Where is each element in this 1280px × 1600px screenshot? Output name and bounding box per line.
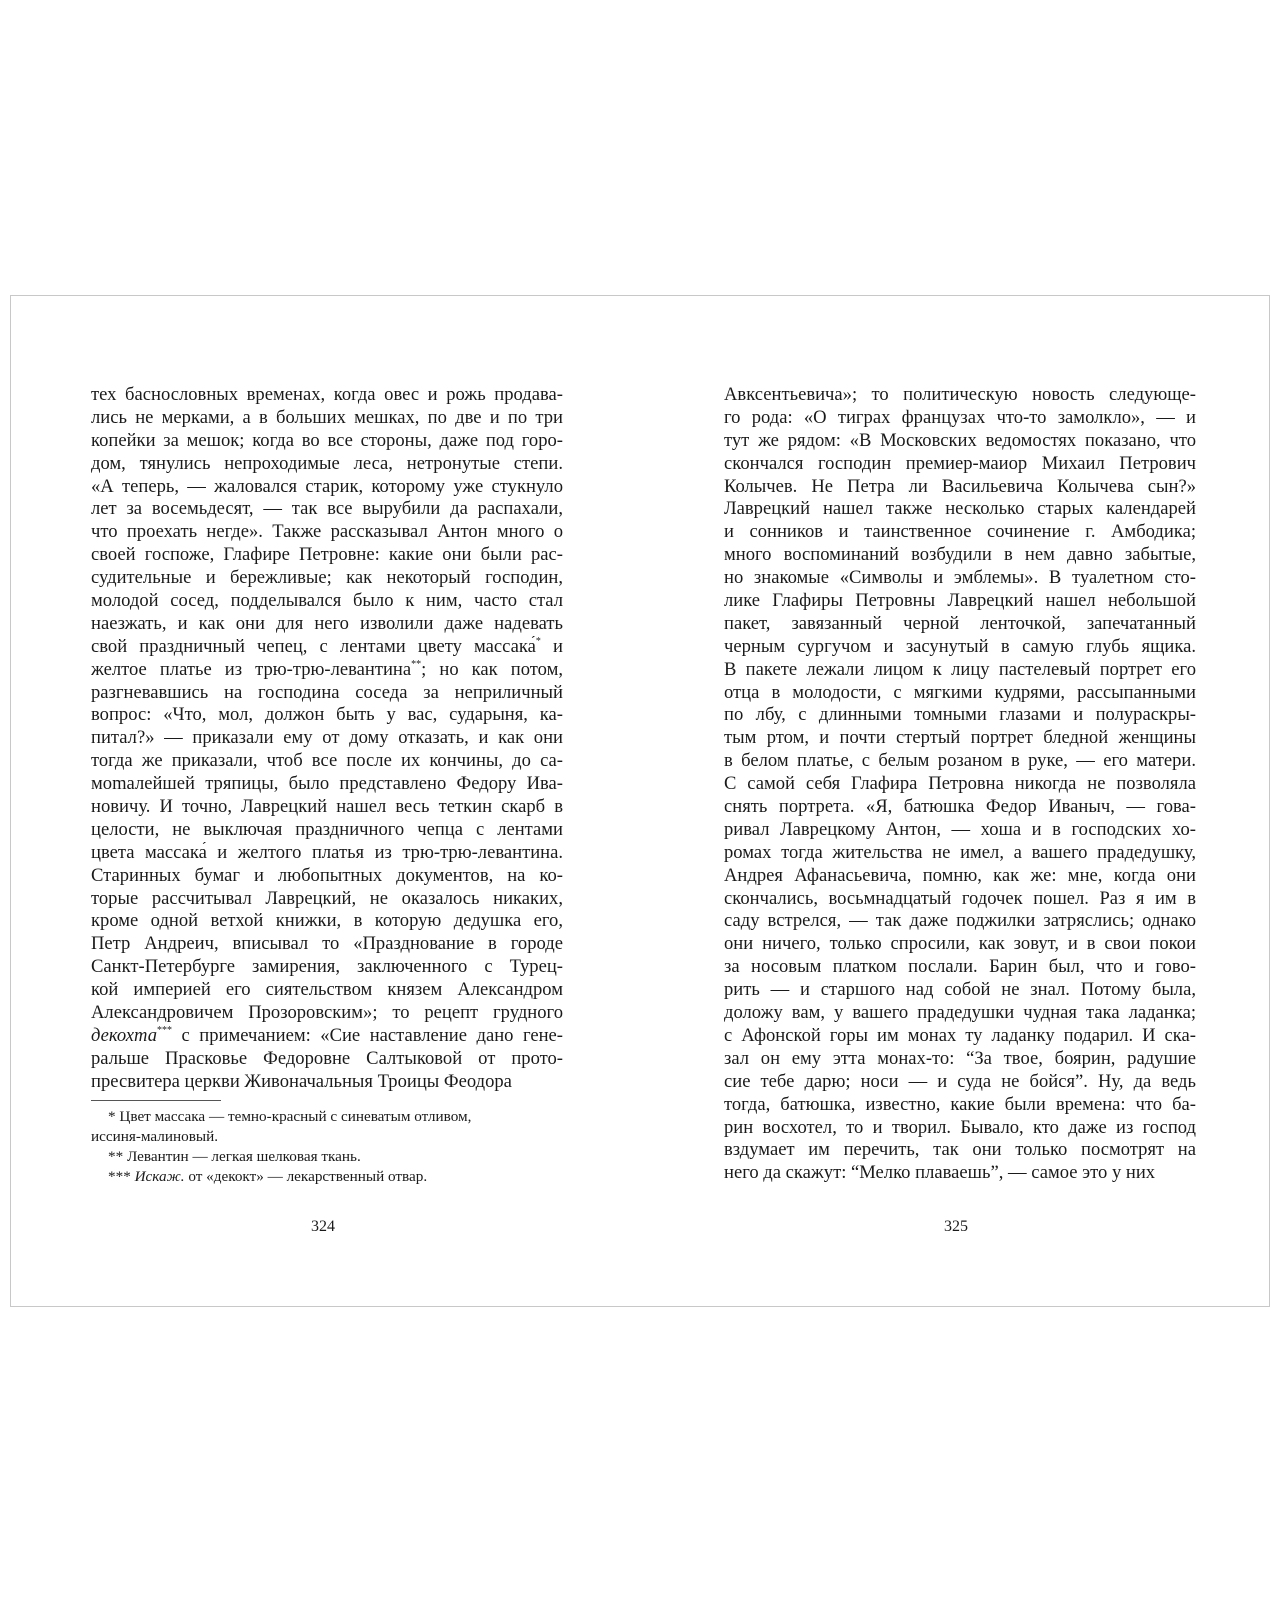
line-text: новичу. И точно, Лаврецкий нашел весь теткин скарб в [91, 796, 563, 818]
line-text: Авксентьевича»; то политическую новость следующе- [724, 384, 1196, 405]
line-text: кой империей его сиятельством князем Александром [91, 979, 563, 1001]
line-text: пакет, завязанный черной ленточкой, запечатанный [724, 612, 1196, 634]
text-line [724, 613, 1196, 636]
footnote [91, 1147, 563, 1167]
line-text: кроме одной ветхой книжки, в которую дедушка его, [91, 910, 563, 932]
text-line [724, 750, 1196, 773]
line-text: С самой себя Глафира Петровна никогда не позволяла [724, 773, 1196, 795]
text-line [91, 819, 563, 842]
line-text: рин восхотел, то и творил. Бывало, кто даже из господ [724, 1116, 1196, 1138]
text-line [724, 1048, 1196, 1071]
line-text: разгневавшись на господина соседа за неприличный [91, 681, 563, 703]
text-line [724, 888, 1196, 911]
text-line [91, 865, 563, 888]
line-text: вопрос: «Что, мол, должон быть у вас, сударыня, ка- [91, 704, 563, 726]
text-line [91, 384, 563, 407]
line-text: Александровичем Прозоровским»; то рецепт грудного [91, 1002, 563, 1024]
line-text: рить — и старшого над собой не знал. Потому была, [724, 979, 1196, 1001]
line-text-after: и [540, 635, 563, 657]
book-spread [10, 295, 1270, 1307]
text-line [724, 842, 1196, 865]
footnote-text: * Цвет массака — темно-красный с синеватым отливом, [108, 1107, 472, 1125]
line-text: него да скажут: “Мелко плаваешь”, — самое это у них [724, 1162, 1156, 1184]
text-line [91, 613, 563, 636]
text-line [91, 659, 563, 682]
line-text: зал он ему этта монах-то: “За твое, боярин, радушие [724, 1047, 1196, 1069]
line-text: и сонников и таинственное сочинение г. Амбодика; [724, 521, 1196, 543]
text-line [91, 430, 563, 453]
text-line [91, 956, 563, 979]
text-line [91, 888, 563, 911]
footnotes [91, 1107, 563, 1187]
line-text: копейки за мешок; когда во все стороны, даже под горо- [91, 429, 563, 451]
footnote [91, 1167, 563, 1187]
line-text: тым ртом, и почти стертый портрет бледной женщины [724, 727, 1196, 749]
line-text: лет за восемьдесят, — так все вырубили да распахали, [91, 498, 563, 520]
text-line [724, 1094, 1196, 1117]
text-line [91, 704, 563, 727]
page-number-left: 324 [311, 1218, 335, 1235]
text-line [724, 682, 1196, 705]
line-text: лись не мерками, а в больших мешках, по две и по три [91, 406, 563, 428]
text-line [724, 636, 1196, 659]
text-line [724, 773, 1196, 796]
line-text: го рода: «О тиграх французах что-то замолкло», — и [724, 406, 1196, 428]
text-line [91, 796, 563, 819]
line-text: саду встрелся, — так даже поджилки затряслись; однако [724, 910, 1196, 932]
line-text: ривал Лаврецкому Антон, — хоша и в господских хо- [724, 818, 1196, 840]
text-line [724, 590, 1196, 613]
footnote-text: иссиня-малиновый. [91, 1127, 219, 1145]
text-line [91, 567, 563, 590]
line-text: ральше Прасковье Федоровне Салтыковой от прото- [91, 1047, 563, 1069]
line-text-after: ; но как потом, [421, 658, 563, 680]
text-line [724, 498, 1196, 521]
line-text: сие тебе дарю; носи — и суда не бойся”. Ну, да ведь [724, 1070, 1196, 1092]
text-line [724, 430, 1196, 453]
text-line [724, 933, 1196, 956]
italic-word: декохта [91, 1024, 158, 1046]
page-number-right: 325 [944, 1218, 968, 1235]
text-line [91, 521, 563, 544]
line-text: много воспоминаний возбудили в нем давно забытые, [724, 544, 1196, 566]
text-line [724, 979, 1196, 1002]
line-text: цвета массака́ и желтого платья из трю-трю-левантина. [91, 841, 563, 863]
text-line [91, 682, 563, 705]
line-text: но знакомые «Символы и эмблемы». В туалетном сто- [724, 567, 1196, 589]
text-line [91, 842, 563, 865]
left-page [91, 384, 563, 1187]
line-text: мomалейшей тряпицы, было представлено Федору Ива- [91, 773, 563, 795]
line-text: Андрея Афанасьевича, помню, как же: мне, когда они [724, 864, 1196, 886]
text-line [91, 910, 563, 933]
line-text: снять портрета. «Я, батюшка Федор Иваныч, — гова- [724, 796, 1196, 818]
text-line [724, 384, 1196, 407]
line-text: дом, тянулись непроходимые леса, нетронутые степи. [91, 452, 563, 474]
line-text: Лаврецкий нашел также несколько старых календарей [724, 498, 1196, 520]
line-text: скончался господин премиер-маиор Михаил Петрович [724, 452, 1196, 474]
text-line [724, 865, 1196, 888]
text-line [724, 1002, 1196, 1025]
text-line [724, 1162, 1196, 1185]
line-text: пресвитера церкви Живоначальныя Троицы Феодора [91, 1070, 512, 1092]
line-text: вздумает им перечить, так они только посмотрят на [724, 1139, 1196, 1161]
left-page-text [91, 384, 563, 1094]
text-line [724, 407, 1196, 430]
text-line [724, 1139, 1196, 1162]
text-line [724, 544, 1196, 567]
text-line [724, 704, 1196, 727]
line-text: Старинных бумаг и любопытных документов, на ко- [91, 864, 563, 886]
line-text: за носовым платком послали. Барин был, что и гово- [724, 956, 1196, 978]
text-line [724, 567, 1196, 590]
text-line [724, 1117, 1196, 1140]
line-text: Петр Андреич, вписывал то «Празднование в городе [91, 933, 563, 955]
footnote-rule [91, 1100, 221, 1101]
line-text: отца в молодости, с мягкими кудрями, рассыпанными [724, 681, 1196, 703]
text-line [91, 453, 563, 476]
line-text: торые рассчитывал Лаврецкий, не оказалось никаких, [91, 887, 563, 909]
line-text: судительные и бережливые; как некоторый господин, [91, 567, 563, 589]
footnote-text: от «декокт» — лекарственный отвар. [184, 1167, 428, 1185]
line-text: по лбу, с длинными томными глазами и полураскры- [724, 704, 1196, 726]
text-line [724, 796, 1196, 819]
line-text: с Афонской горы им монах ту ладанку подарил. И ска- [724, 1024, 1196, 1046]
text-line [724, 659, 1196, 682]
footnote [91, 1127, 563, 1147]
text-line [724, 956, 1196, 979]
text-line [91, 750, 563, 773]
line-text: скончались, восьмнадцатый годочек пошел. Раз я им в [724, 887, 1196, 909]
line-text: в белом платье, с белым розаном в руке, — его матери. [724, 750, 1196, 772]
line-text: «А теперь, — жаловался старик, которому уже стукнуло [91, 475, 563, 497]
text-line [91, 407, 563, 430]
line-text: тогда, батюшка, известно, какие были времена: что ба- [724, 1093, 1196, 1115]
line-text: черным сургучом и засунутый в самую глубь ящика. [724, 635, 1196, 657]
text-line [724, 819, 1196, 842]
text-line [91, 979, 563, 1002]
line-text: лике Глафиры Петровны Лаврецкий нашел небольшой [724, 590, 1196, 612]
line-text: свой праздничный чепец, с лентами цвету массака́ [91, 635, 536, 657]
line-text: целости, не выключая праздничного чепца с лентами [91, 818, 563, 840]
text-line [91, 1002, 563, 1025]
line-text: тех баснословных временах, когда овес и рожь продава- [91, 384, 563, 405]
text-line [91, 933, 563, 956]
footnote-marker: * [535, 635, 541, 647]
text-line [724, 476, 1196, 499]
line-text-after: с примечанием: «Сие наставление дано гене- [172, 1024, 563, 1046]
line-text: Санкт-Петербурге замирения, заключенного с Турец- [91, 956, 563, 978]
text-line [91, 1071, 563, 1094]
text-line [91, 498, 563, 521]
text-line [724, 727, 1196, 750]
line-text: тут же рядом: «В Московских ведомостях показано, что [724, 429, 1196, 451]
text-line [91, 590, 563, 613]
line-text: ромах тогда жительства не имел, а вашего прадедушку, [724, 841, 1196, 863]
line-text: В пакете лежали лицом к лицу пастелевый портрет его [724, 658, 1196, 680]
text-line [724, 1071, 1196, 1094]
footnote-marker: ** [411, 658, 422, 670]
line-text: доложу вам, у вашего прадедушки чудная така ладанка; [724, 1002, 1196, 1024]
text-line [91, 544, 563, 567]
line-text: они ничего, только спросили, как зовут, и в свои покои [724, 933, 1196, 955]
footnote-abbrev: Искаж. [134, 1167, 185, 1185]
footnote [91, 1107, 563, 1127]
line-text: что проехать негде». Также рассказывал Антон много о [91, 521, 563, 543]
line-text: наезжать, и как они для него изволили даже надевать [91, 612, 563, 634]
text-line [91, 1025, 563, 1048]
text-line [91, 727, 563, 750]
footnote-text: ** Левантин — легкая шелковая ткань. [108, 1147, 361, 1165]
footnote-marker: *** [108, 1167, 135, 1185]
text-line [724, 453, 1196, 476]
line-text: своей госпоже, Глафире Петровне: какие они были рас- [91, 544, 563, 566]
text-line [724, 910, 1196, 933]
text-line [724, 1025, 1196, 1048]
line-text: Колычев. Не Петра ли Васильевича Колычева сын?» [724, 475, 1196, 497]
line-text: молодой сосед, подделывался было к ним, часто стал [91, 590, 563, 612]
footnote-marker: *** [157, 1024, 173, 1036]
text-line [91, 636, 563, 659]
right-page-text [724, 384, 1196, 1185]
text-line [91, 1048, 563, 1071]
line-text: тогда же приказали, чтоб все после их кончины, до са- [91, 750, 563, 772]
line-text: желтое платье из трю-трю-левантина [91, 658, 412, 680]
line-text: питал?» — приказали ему от дому отказать, и как они [91, 727, 563, 749]
text-line [91, 476, 563, 499]
text-line [91, 773, 563, 796]
right-page [724, 384, 1196, 1185]
text-line [724, 521, 1196, 544]
